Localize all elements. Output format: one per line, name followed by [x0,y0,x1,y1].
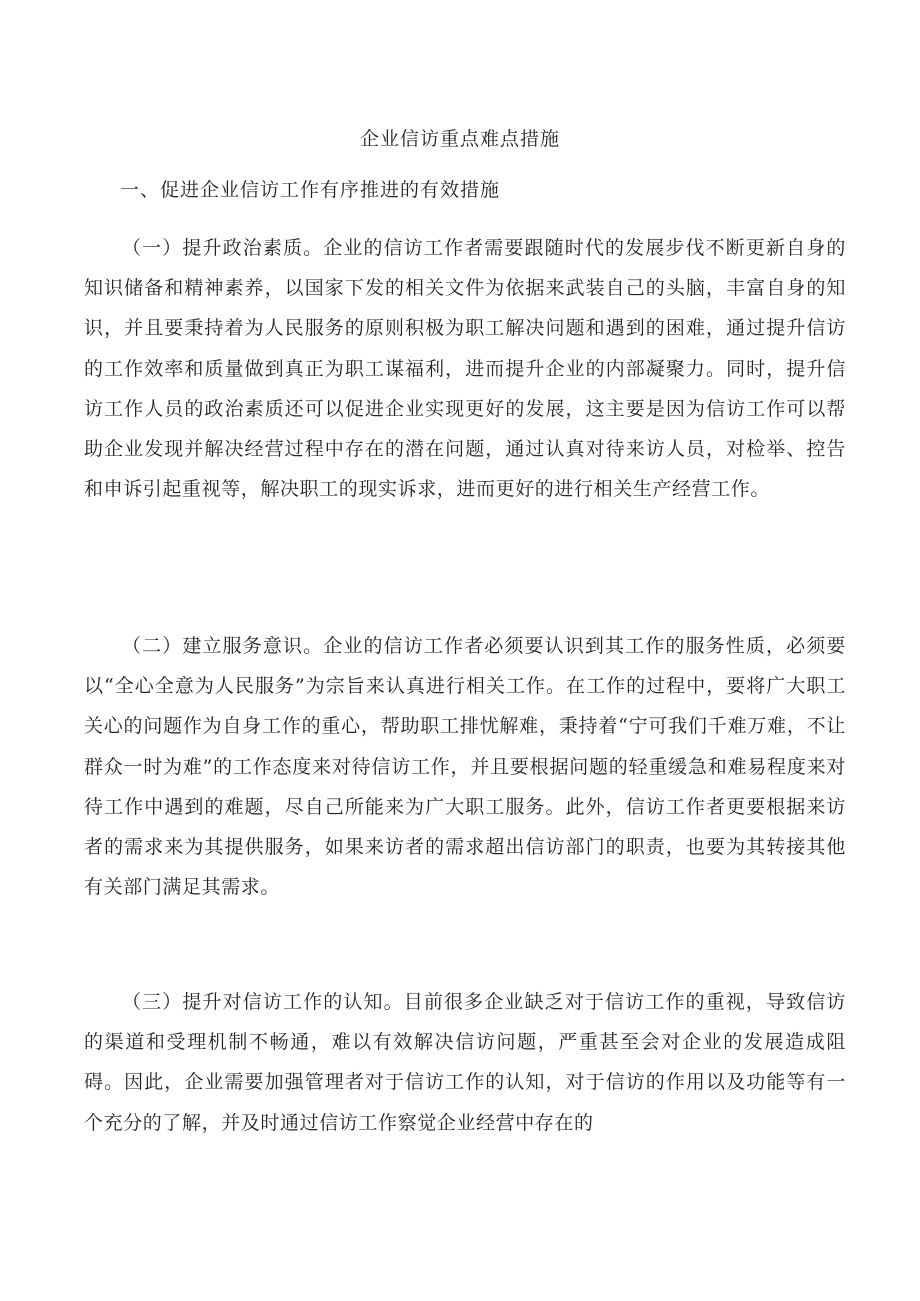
paragraph-service-awareness: （二）建立服务意识。企业的信访工作者必须要认识到其工作的服务性质，必须要以“全心全意为人民服务”为宗旨来认真进行相关工作。在工作的过程中，要将广大职工关心的问题作为自身工作的重心，帮助职工排忧解难，秉持着“宁可我们千难万难，不让群众一时为难”的工作态度来对待信访工作，并且要根据问题的轻重缓急和难易程度来对待工作中遇到的难题，尽自己所能来为广大职工服务。此外，信访工作者更要根据来访者的需求来为其提供服务，如果来访者的需求超出信访部门的职责，也要为其转接其他有关部门满足其需求。 [84,635,846,899]
document-title: 企业信访重点难点措施 [359,128,560,150]
paragraph-political-quality: （一）提升政治素质。企业的信访工作者需要跟随时代的发展步伐不断更新自身的知识储备和精神素养，以国家下发的相关文件为依据来武装自己的头脑，丰富自身的知识，并且要秉持着为人民服务的原则积极为职工解决问题和遇到的困难，通过提升信访的工作效率和质量做到真正为职工谋福利，进而提升企业的内部凝聚力。同时，提升信访工作人员的政治素质还可以促进企业实现更好的发展，这主要是因为信访工作可以帮助企业发现并解决经营过程中存在的潜在问题，通过认真对待来访人员，对检举、控告和申诉引起重视等，解决职工的现实诉求，进而更好的进行相关生产经营工作。 [84,237,846,501]
paragraph-petition-awareness: （三）提升对信访工作的认知。目前很多企业缺乏对于信访工作的重视，导致信访的渠道和受理机制不畅通，难以有效解决信访问题，严重甚至会对企业的发展造成阻碍。因此，企业需要加强管理者对于信访工作的认知，对于信访的作用以及功能等有一个充分的了解，并及时通过信访工作察觉企业经营中存在的 [84,991,846,1134]
section-heading: 一、促进企业信访工作有序推进的有效措施 [120,179,501,201]
